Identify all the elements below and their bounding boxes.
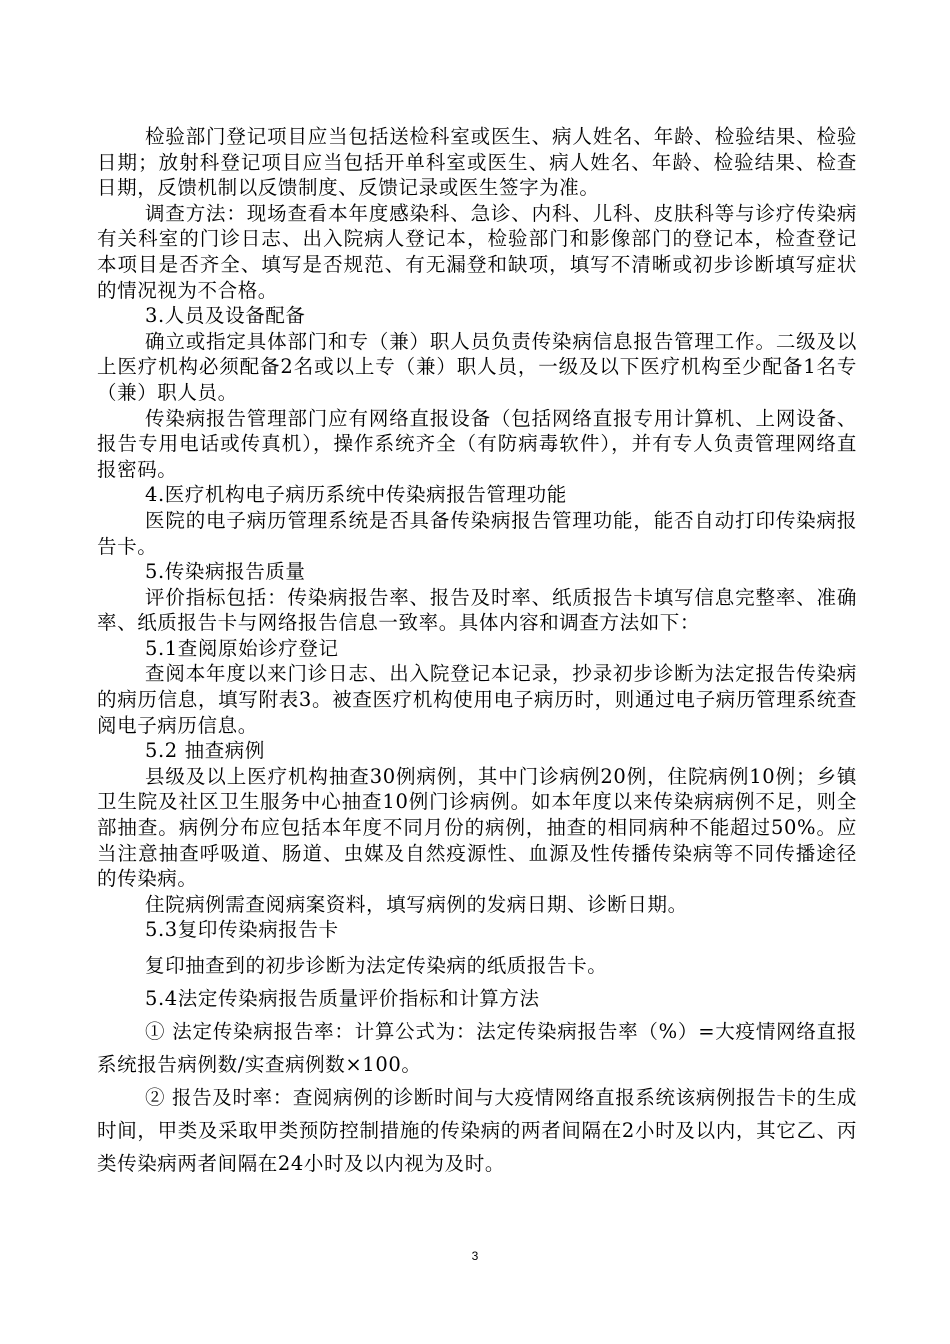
heading-5-4: 5.4法定传染病报告质量评价指标和计算方法 [145,987,540,1010]
paragraph-lab-registration: 检验部门登记项目应当包括送检科室或医生、病人姓名、年龄、检验结果、检验日期；放射科登记项目应当包括开单科室或医生、病人姓名、年龄、检验结果、检查日期，反馈机制以反馈制度、反馈记录或医生签字为准。 [97,125,857,200]
document-body [97,124,857,1180]
heading-5-3: 5.3复印传染病报告卡 [145,918,339,942]
heading-staff-equipment: 3.人员及设备配备 [145,304,306,328]
paragraph-emr-function: 医院的电子病历管理系统是否具备传染病报告管理功能，能否自动打印传染病报告卡。 [97,508,857,558]
paragraph-report-rate: ① 法定传染病报告率：计算公式为：法定传染病报告率（%）=大疫情网络直报系统报告病例数/实查病例数×100。 [97,1020,857,1076]
heading-5-1: 5.1查阅原始诊疗登记 [145,636,339,660]
heading-emr-function: 4.医疗机构电子病历系统中传染病报告管理功能 [145,483,567,507]
paragraph-5-1: 查阅本年度以来门诊日志、出入院登记本记录，抄录初步诊断为法定报告传染病的病历信息，填写附表3。被查医疗机构使用电子病历时，则通过电子病历管理系统查阅电子病历信息。 [97,662,857,737]
paragraph-evaluation-indicators: 评价指标包括：传染病报告率、报告及时率、纸质报告卡填写信息完整率、准确率、纸质报告卡与网络报告信息一致率。具体内容和调查方法如下： [97,585,857,635]
paragraph-equipment-requirements: 传染病报告管理部门应有网络直报设备（包括网络直报专用计算机、上网设备、报告专用电话或传真机），操作系统齐全（有防病毒软件），并有专人负责管理网络直报密码。 [97,406,857,481]
heading-5-2: 5.2 抽查病例 [145,739,266,763]
paragraph-staff-requirements: 确立或指定具体部门和专（兼）职人员负责传染病信息报告管理工作。二级及以上医疗机构必须配备2名或以上专（兼）职人员，一级及以下医疗机构至少配备1名专（兼）职人员。 [97,329,857,404]
paragraph-timeliness-rate: ② 报告及时率：查阅病例的诊断时间与大疫情网络直报系统该病例报告卡的生成时间，甲类及采取甲类预防控制措施的传染病的两者间隔在2小时及以内，其它乙、丙类传染病两者间隔在24小时及以内视为及时。 [97,1086,857,1175]
page-number: 3 [471,1249,479,1263]
paragraph-survey-method: 调查方法：现场查看本年度感染科、急诊、内科、儿科、皮肤科等与诊疗传染病有关科室的门诊日志、出入院病人登记本，检验部门和影像部门的登记本，检查登记本项目是否齐全、填写是否规范、有无漏登和缺项，填写不清晰或初步诊断填写症状的情况视为不合格。 [97,201,857,302]
paragraph-inpatient-cases: 住院病例需查阅病案资料，填写病例的发病日期、诊断日期。 [145,892,688,916]
paragraph-5-2: 县级及以上医疗机构抽查30例病例，其中门诊病例20例，住院病例10例；乡镇卫生院及社区卫生服务中心抽查10例门诊病例。如本年度以来传染病病例不足，则全部抽查。病例分布应包括本年度不同月份的病例，抽查的相同病种不能超过50%。应当注意抽查呼吸道、肠道、虫媒及自然疫源性、血源及性传播传染病等不同传播途径的传染病。 [97,764,857,891]
heading-report-quality: 5.传染病报告质量 [145,560,306,584]
paragraph-5-3: 复印抽查到的初步诊断为法定传染病的纸质报告卡。 [145,954,608,977]
